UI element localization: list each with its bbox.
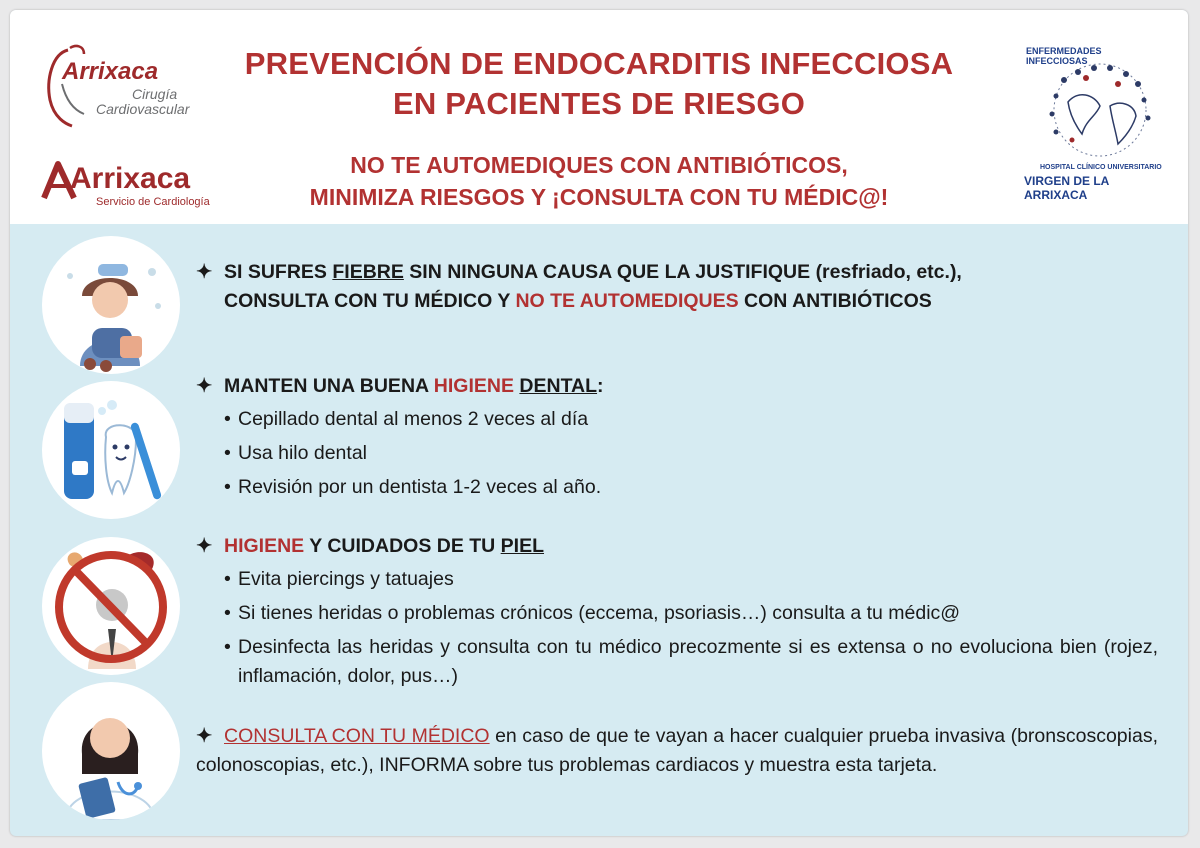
fever-text-4: CON ANTIBIÓTICOS [738,290,932,312]
dental-heading [196,372,1158,401]
logo1-line2: Cardiovascular [96,101,190,117]
fever-section [196,258,1158,316]
list-item: • Cepillado dental al menos 2 veces al día [196,405,1158,434]
dental-section [196,372,1158,507]
info-card [10,10,1188,836]
title-line-1: PREVENCIÓN DE ENDOCARDITIS INFECCIOSA [244,46,954,81]
logo3-line1: ENFERMEDADES [1026,46,1102,56]
subtitle-line-1: NO TE AUTOMEDIQUES CON ANTIBIÓTICOS, [350,152,848,178]
doctor-illustration [42,682,180,820]
sick-person-icon [42,236,180,374]
logo2-sub: Servicio de Cardiología [96,196,210,208]
list-item: • Usa hilo dental [196,439,1158,468]
logo1-line1: Cirugía [132,86,178,102]
enfermedades-infecciosas-logo [1020,44,1170,202]
star-bullet-icon: ✦ [196,725,213,747]
logo2-brand: Arrixaca [70,162,191,195]
list-item: • Revisión por un dentista 1-2 veces al año. [196,473,1158,502]
logo3-line4: VIRGEN DE LA ARRIXACA [1024,174,1109,202]
hygiene-keyword: HIGIENE [433,375,514,397]
logo3-line2: INFECCIOSAS [1026,56,1088,66]
fever-illustration [42,236,180,374]
logo3-line3: HOSPITAL CLÍNICO UNIVERSITARIO [1040,164,1162,171]
consult-section [196,722,1158,780]
star-bullet-icon: ✦ [196,375,213,397]
world-map-icon [1020,44,1170,164]
dental-bullets [196,405,1158,502]
dental-illustration [42,381,180,519]
fever-line-2 [196,287,1158,316]
consult-text: en caso de que te vayan a hacer cualquier prueba invasiva (bronscoscopias, colonoscopias, etc.), INFORMA sobre tus problemas cardiacos y muestra esta tarjeta. [196,725,1158,776]
list-item: • Evita piercings y tatuajes [196,565,1158,594]
dental-keyword: DENTAL [519,375,598,397]
fever-line-1 [196,258,1158,287]
page-title [190,44,1008,124]
skin-section [196,532,1158,696]
arrixaca-cardiologia-logo [40,148,215,218]
skin-text: Y CUIDADOS DE TU [304,535,501,557]
skin-heading [196,532,1158,561]
arrixaca-cirugia-logo [40,40,190,130]
star-bullet-icon: ✦ [196,261,213,283]
toothpaste-toothbrush-icon [42,381,180,519]
subtitle-line-2: MINIMIZA RIESGOS Y ¡CONSULTA CON TU MÉDIC@! [309,184,889,210]
no-automedication-text: NO TE AUTOMEDIQUES [515,290,739,312]
header [10,10,1188,224]
consult-doctor-keyword: CONSULTA CON TU MÉDICO [224,725,490,747]
star-bullet-icon: ✦ [196,535,213,557]
fever-text-1: SI SUFRES [224,261,333,283]
page-subtitle [190,149,1008,213]
skin-hygiene-keyword: HIGIENE [224,535,305,557]
skin-bullets [196,565,1158,691]
female-doctor-icon [42,682,180,820]
skin-keyword: PIEL [500,535,545,557]
logo1-brand: Arrixaca [62,58,159,85]
skin-illustration [42,537,180,675]
list-item: • Desinfecta las heridas y consulta con tu médico precozmente si es extensa o no evoluciona bien (rojez, inflamación, dolor, pus…) [196,633,1158,691]
fever-text-2: SIN NINGUNA CAUSA QUE LA JUSTIFIQUE (resfriado, etc.), [403,261,962,283]
dental-text-1: MANTEN UNA BUENA [224,375,434,397]
title-line-2: EN PACIENTES DE RIESGO [392,86,806,121]
fever-text-3: CONSULTA CON TU MÉDICO Y [224,290,516,312]
list-item: • Si tienes heridas o problemas crónicos (eccema, psoriasis…) consulta a tu médic@ [196,599,1158,628]
colon: : [597,375,604,397]
fever-keyword: FIEBRE [332,261,404,283]
no-tattoo-icon [42,537,180,675]
